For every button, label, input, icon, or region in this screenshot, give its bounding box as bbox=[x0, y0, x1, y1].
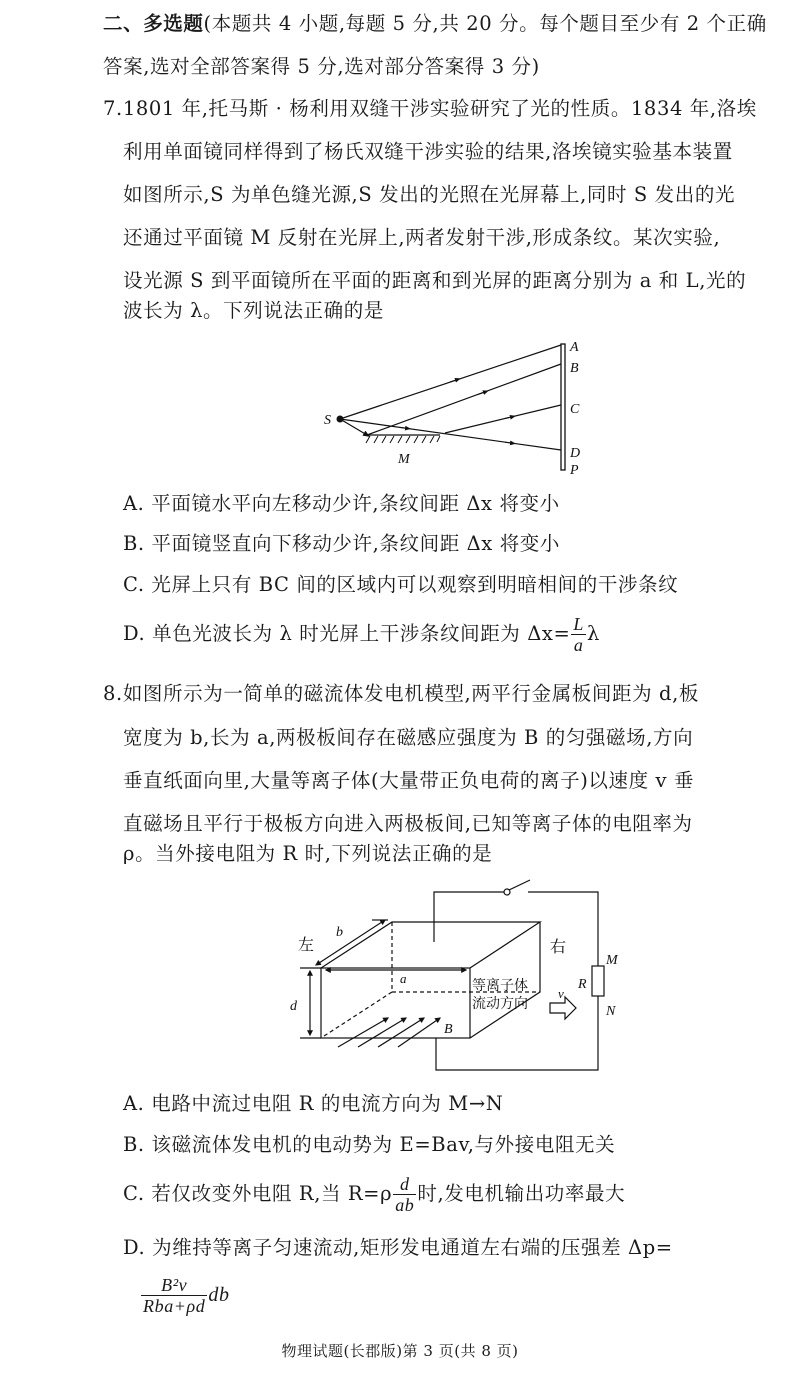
label-A: A bbox=[570, 340, 579, 355]
q8-line-3: 垂直纸面向里,大量等离子体(大量带正负电荷的离子)以速度 v 垂 bbox=[123, 769, 695, 792]
section-instructions-1: (本题共 4 小题,每题 5 分,共 20 分。每个题目至少有 2 个正确 bbox=[203, 12, 767, 35]
q7-line-6: 波长为 λ。下列说法正确的是 bbox=[123, 299, 384, 322]
q8-option-d-line1: D. 为维持等离子匀速流动,矩形发电通道左右端的压强差 Δp= bbox=[123, 1236, 673, 1259]
label-M: M bbox=[606, 953, 618, 968]
q8-option-c: C. 若仅改变外电阻 R,当 R=ρ $\frac{d}{ab}$ 时,发电机输出功率最大 bbox=[123, 1174, 626, 1215]
q8-line-5: ρ。当外接电阻为 R 时,下列说法正确的是 bbox=[123, 842, 493, 865]
label-B: B bbox=[570, 361, 579, 376]
mhd-generator-figure bbox=[270, 870, 630, 1080]
label-a: a bbox=[400, 971, 407, 986]
fraction-L-over-a: $\frac{L}{a}$ bbox=[573, 614, 585, 655]
label-C: C bbox=[570, 402, 580, 417]
label-flow-direction: 流动方向 bbox=[472, 997, 528, 1012]
label-v: v bbox=[558, 986, 564, 1001]
q7-line-5: 设光源 S 到平面镜所在平面的距离和到光屏的距离分别为 a 和 L,光的 bbox=[123, 269, 747, 292]
label-S: S bbox=[324, 413, 331, 428]
q7-line-2: 利用单面镜同样得到了杨氏双缝干涉实验的结果,洛埃镜实验基本装置 bbox=[123, 140, 733, 163]
q7-option-c: C. 光屏上只有 BC 间的区域内可以观察到明暗相间的干涉条纹 bbox=[123, 573, 679, 596]
lloyd-mirror-figure bbox=[310, 335, 600, 480]
label-M: M bbox=[398, 452, 410, 467]
q8-option-a: A. 电路中流过电阻 R 的电流方向为 M→N bbox=[123, 1092, 504, 1115]
resistor-R bbox=[592, 966, 604, 996]
section-instructions-2: 答案,选对全部答案得 5 分,选对部分答案得 3 分) bbox=[103, 55, 540, 78]
section-title: 二、多选题 bbox=[103, 12, 204, 35]
label-b: b bbox=[336, 925, 343, 940]
fraction-d-over-ab: $\frac{d}{ab}$ bbox=[395, 1174, 415, 1215]
q7-line-3: 如图所示,S 为单色缝光源,S 发出的光照在光屏幕上,同时 S 发出的光 bbox=[123, 183, 736, 206]
label-B-field: B bbox=[444, 1022, 453, 1037]
q8-line-1: 8.如图所示为一简单的磁流体发电机模型,两平行金属板间距为 d,板 bbox=[103, 682, 699, 705]
label-plasma: 等离子体 bbox=[472, 979, 528, 994]
q8-option-d-formula: $\frac{\text{B²v}}{\text{Rba+ρd}}$ db bbox=[143, 1275, 230, 1316]
label-N: N bbox=[606, 1004, 616, 1019]
q8-number: 8. bbox=[103, 682, 123, 705]
label-d: d bbox=[290, 999, 297, 1014]
q7-option-d: D. 单色光波长为 λ 时光屏上干涉条纹间距为 Δx= $\frac{L}{a}$ λ bbox=[123, 614, 601, 655]
switch-lever bbox=[509, 880, 530, 890]
circuit-wire-top bbox=[434, 892, 504, 942]
label-R: R bbox=[578, 977, 587, 992]
q7-line-4: 还通过平面镜 M 反射在光屏上,两者发射干涉,形成条纹。某次实验, bbox=[123, 226, 721, 249]
q7-option-a: A. 平面镜水平向左移动少许,条纹间距 Δx 将变小 bbox=[123, 492, 560, 515]
label-D: D bbox=[570, 446, 581, 461]
label-left: 左 bbox=[298, 937, 315, 954]
section-header bbox=[103, 10, 767, 38]
fraction-pressure-diff: $\frac{\text{B²v}}{\text{Rba+ρd}}$ bbox=[143, 1275, 206, 1316]
q7-number: 7. bbox=[103, 97, 123, 120]
q8-line-4: 直磁场且平行于极板方向进入两极板间,已知等离子体的电阻率为 bbox=[123, 812, 693, 835]
page-footer: 物理试题(长郡版)第 3 页(共 8 页) bbox=[281, 1342, 519, 1360]
q8-line-2: 宽度为 b,长为 a,两极板间存在磁感应强度为 B 的匀强磁场,方向 bbox=[123, 726, 694, 749]
q8-option-b: B. 该磁流体发电机的电动势为 E=Bav,与外接电阻无关 bbox=[123, 1133, 616, 1156]
q7-line-1: 7.1801 年,托马斯 · 杨利用双缝干涉实验研究了光的性质。1834 年,洛埃 bbox=[103, 97, 757, 120]
label-right: 右 bbox=[550, 939, 567, 956]
q7-option-b: B. 平面镜竖直向下移动少许,条纹间距 Δx 将变小 bbox=[123, 532, 561, 555]
light-screen bbox=[561, 344, 565, 470]
label-P: P bbox=[570, 463, 579, 478]
